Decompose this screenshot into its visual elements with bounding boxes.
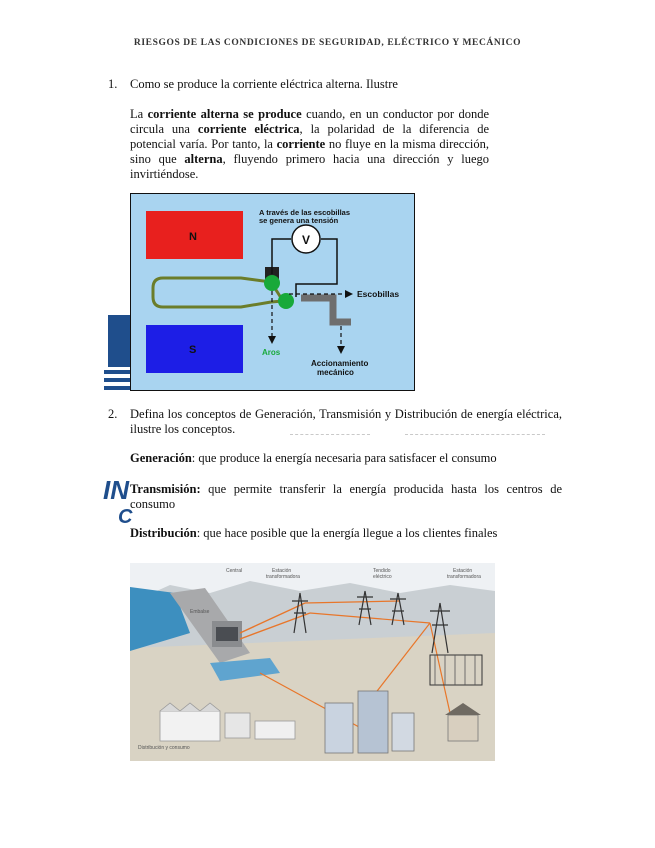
question-1 [108, 77, 490, 92]
ac-generator-diagram [130, 193, 415, 391]
label-estacion-1a: Estación [272, 568, 292, 574]
label-estacion-1b: transformadora [266, 574, 300, 580]
label-accionamiento-1: Accionamiento [311, 359, 369, 368]
watermark-bar [108, 315, 130, 367]
label-central: Central [226, 568, 243, 574]
power-system-illustration [130, 563, 495, 761]
caption-line-2: se genera una tensión [259, 216, 339, 225]
definition-generacion: Generación: que produce la energía necesaria para satisfacer el consumo [130, 451, 497, 465]
watermark-stripe [104, 378, 130, 382]
question-text: Defina los conceptos de Generación, Transmisión y Distribución de energía eléctrica, ilustre los conceptos. [130, 407, 562, 436]
watermark-letters: IN [103, 475, 129, 505]
label-distribucion: Distribución y consumo [138, 745, 190, 751]
caption-line-1: A través de las escobillas [259, 208, 351, 217]
voltmeter-label: V [302, 233, 311, 247]
central-building-front [216, 627, 238, 641]
slip-ring-1 [264, 275, 280, 291]
page-header: RIESGOS DE LAS CONDICIONES DE SEGURIDAD, ELÉCTRICO Y MECÁNICO [133, 38, 522, 48]
arrow-accionamiento-head [337, 346, 345, 354]
label-tendido-a: Tendido [373, 568, 391, 574]
watermark-stripe [104, 386, 130, 390]
mechanical-drive [301, 298, 351, 322]
question-number: 1. [108, 77, 118, 91]
label-estacion-2a: Estación [453, 568, 473, 574]
question-number: 2. [108, 407, 118, 421]
watermark-stripe [104, 370, 130, 374]
ground [130, 633, 495, 761]
watermark-letters: C [118, 506, 133, 528]
magnet-north-label: N [189, 231, 197, 243]
question-2 [108, 407, 562, 437]
answer-1-paragraph: La corriente alterna se produce cuando, en un conductor por donde circula una corriente eléctrica, la polaridad de la diferencia de potencial varía. Por tanto, la corriente no fluye en la misma dirección, sino que alterna, fluyendo primero hacia una dirección y luego invirtiéndose. [130, 107, 489, 181]
conductor-loop [153, 278, 271, 307]
question-text: Como se produce la corriente eléctrica alterna. Ilustre [130, 77, 398, 91]
arrow-escobillas-head [345, 290, 353, 298]
definition-transmision: Transmisión: que permite transferir la energía producida hasta los centros de consumo [130, 482, 562, 511]
magnet-south-label: S [189, 344, 197, 356]
label-estacion-2b: transformadora [447, 574, 481, 580]
arrow-aros-head [268, 336, 276, 344]
label-tendido-b: eléctrico [373, 574, 392, 580]
label-escobillas: Escobillas [357, 289, 400, 299]
label-embalse: Embalse [190, 609, 210, 615]
definition-distribucion: Distribución: que hace posible que la energía llegue a los clientes finales [130, 526, 498, 540]
label-aros: Aros [262, 348, 281, 357]
label-accionamiento-2: mecánico [317, 368, 354, 377]
slip-ring-2 [278, 293, 294, 309]
